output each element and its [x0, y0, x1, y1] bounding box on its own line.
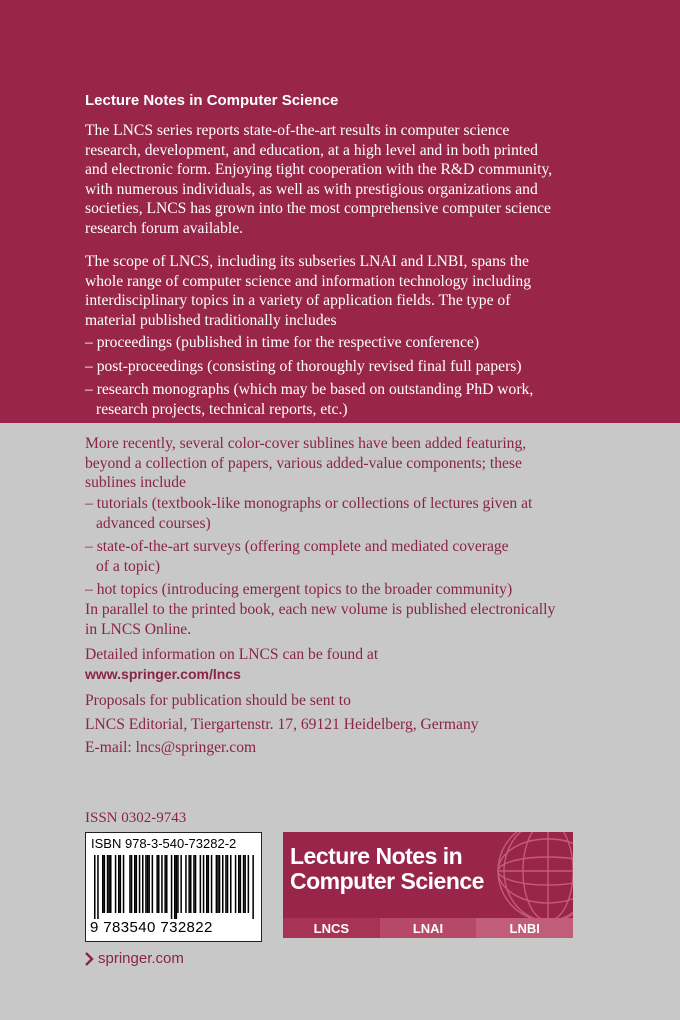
lncs-url-link[interactable]: www.springer.com/lncs — [85, 665, 241, 682]
barcode-bar — [102, 855, 104, 913]
published-types-list — [85, 333, 605, 423]
barcode-bar — [190, 855, 192, 913]
barcode-bar — [225, 855, 227, 913]
barcode-bar — [108, 855, 110, 913]
text-line: societies, LNCS has grown into the most comprehensive computer science — [85, 200, 551, 217]
barcode-bar — [185, 855, 187, 913]
isbn-barcode — [85, 832, 262, 942]
isbn-text: ISBN 978-3-540-73282-2 — [91, 836, 237, 851]
text-line: beyond a collection of papers, various added-value components; these — [85, 454, 522, 472]
text-line: whole range of computer science and information technology including — [85, 272, 532, 290]
barcode-bar — [227, 855, 229, 913]
list-item — [85, 357, 605, 377]
text-line: interdisciplinary topics in a variety of application fields. The type of — [85, 292, 511, 309]
series-heading: Lecture Notes in Computer Science — [85, 92, 339, 109]
text-line: with numerous individuals, as well as with prestigious organizations and — [85, 180, 538, 198]
logo-subseries-bar — [283, 918, 573, 938]
globe-icon — [493, 832, 573, 926]
sublines-paragraph — [85, 434, 605, 493]
barcode-bar — [206, 855, 208, 913]
barcode-bar — [243, 855, 245, 913]
barcode-bar — [104, 855, 106, 913]
barcode-bar — [152, 855, 154, 913]
list-item-line: – research monographs (which may be based on outstanding PhD work, — [85, 381, 534, 398]
barcode-bar — [94, 855, 96, 919]
barcode-digits: 9 783540 732822 — [90, 919, 213, 936]
barcode-bar — [252, 855, 254, 919]
barcode-bar — [174, 855, 176, 919]
barcode-bar — [161, 855, 163, 913]
text-line: In parallel to the printed book, each new volume is published electronically — [85, 601, 556, 618]
list-item-line: – post-proceedings (consisting of thoroughly revised final full papers) — [85, 357, 522, 375]
barcode-bar — [238, 855, 240, 913]
barcode-bar — [208, 855, 210, 913]
barcode-bar — [120, 855, 122, 913]
barcode-bar — [110, 855, 112, 913]
list-item — [85, 580, 605, 600]
chevron-right-icon — [84, 952, 94, 966]
barcode-bar — [145, 855, 147, 913]
barcode-bar — [139, 855, 141, 913]
barcode-bar — [200, 855, 202, 913]
list-item-line: – tutorials (textbook-like monographs or collections of lectures given at — [85, 495, 533, 512]
barcode-bar — [166, 855, 168, 913]
barcode-bar — [222, 855, 224, 913]
barcode-bar — [248, 855, 250, 913]
barcode-bar — [164, 855, 166, 913]
barcode-bar — [195, 855, 197, 913]
springer-text: springer.com — [98, 950, 184, 967]
proposals-paragraph — [85, 691, 605, 758]
scope-paragraph — [85, 252, 605, 330]
editorial-address: LNCS Editorial, Tiergartenstr. 17, 69121 Heidelberg, Germany — [85, 715, 479, 733]
online-paragraph — [85, 600, 605, 639]
barcode-bar — [142, 855, 144, 913]
barcode-bar — [177, 855, 179, 913]
barcode-bar — [211, 855, 213, 913]
list-item-line: – hot topics (introducing emergent topics to the broader community) — [85, 581, 513, 598]
info-paragraph — [85, 645, 605, 684]
barcode-bars — [94, 855, 254, 919]
barcode-bar — [216, 855, 218, 913]
barcode-bar — [230, 855, 232, 913]
issn-text: ISSN 0302-9743 — [85, 810, 187, 826]
barcode-bar — [107, 855, 109, 913]
text-line: More recently, several color-cover sublines have been added featuring, — [85, 435, 527, 452]
text-line: research, development, and education, at a high level and in both printed — [85, 141, 538, 159]
barcode-bar — [131, 855, 133, 913]
barcode-bar — [134, 855, 136, 913]
barcode-bar — [180, 855, 182, 913]
logo-title-line1: Lecture Notes in — [290, 843, 463, 869]
text-line: sublines include — [85, 474, 186, 491]
info-text: Detailed information on LNCS can be found at — [85, 646, 379, 663]
barcode-bar — [158, 855, 160, 913]
subseries-lncs: LNCS — [283, 918, 380, 938]
list-item-line: research projects, technical reports, etc.) — [96, 400, 348, 418]
text-line: material published traditionally includes — [85, 311, 337, 329]
barcode-bar — [148, 855, 150, 913]
barcode-bar — [115, 855, 117, 913]
barcode-bar — [235, 855, 237, 913]
lncs-logo — [283, 832, 573, 938]
barcode-bar — [171, 855, 173, 919]
subseries-lnai: LNAI — [380, 918, 477, 938]
list-item — [85, 380, 605, 419]
upper-panel — [0, 0, 680, 423]
barcode-bar — [240, 855, 242, 913]
barcode-bar — [193, 855, 195, 913]
springer-link[interactable] — [84, 950, 184, 967]
list-item — [85, 494, 605, 533]
list-item-line: – proceedings (published in time for the respective conference) — [85, 334, 480, 351]
list-item-line: of a topic) — [96, 557, 161, 575]
barcode-bar — [219, 855, 221, 913]
barcode-bar — [97, 855, 99, 919]
barcode-bar — [176, 855, 178, 919]
proposals-text: Proposals for publication should be sent to — [85, 692, 351, 709]
barcode-bar — [156, 855, 158, 913]
subseries-lnbi: LNBI — [476, 918, 573, 938]
list-item — [85, 333, 605, 353]
barcode-bar — [123, 855, 125, 913]
barcode-bar — [217, 855, 219, 913]
barcode-bar — [136, 855, 138, 913]
list-item-line: – state-of-the-art surveys (offering complete and mediated coverage — [85, 538, 509, 555]
list-item-line: advanced courses) — [96, 514, 211, 532]
logo-title — [290, 844, 484, 894]
sublines-list — [85, 494, 605, 604]
barcode-bar — [244, 855, 246, 913]
text-line: and electronic form. Enjoying tight cooperation with the R&D community, — [85, 161, 553, 178]
logo-title-line2: Computer Science — [290, 868, 484, 894]
barcode-bar — [118, 855, 120, 913]
intro-paragraph — [85, 121, 605, 238]
text-line: The LNCS series reports state-of-the-art results in computer science — [85, 122, 510, 139]
barcode-bar — [129, 855, 131, 913]
barcode-bar — [188, 855, 190, 913]
text-line: The scope of LNCS, including its subseries LNAI and LNBI, spans the — [85, 253, 529, 270]
list-item — [85, 537, 605, 576]
text-line: research forum available. — [85, 219, 244, 237]
barcode-bar — [203, 855, 205, 913]
barcode-bar — [147, 855, 149, 913]
text-line: in LNCS Online. — [85, 620, 192, 638]
email-link[interactable]: E-mail: lncs@springer.com — [85, 739, 257, 756]
